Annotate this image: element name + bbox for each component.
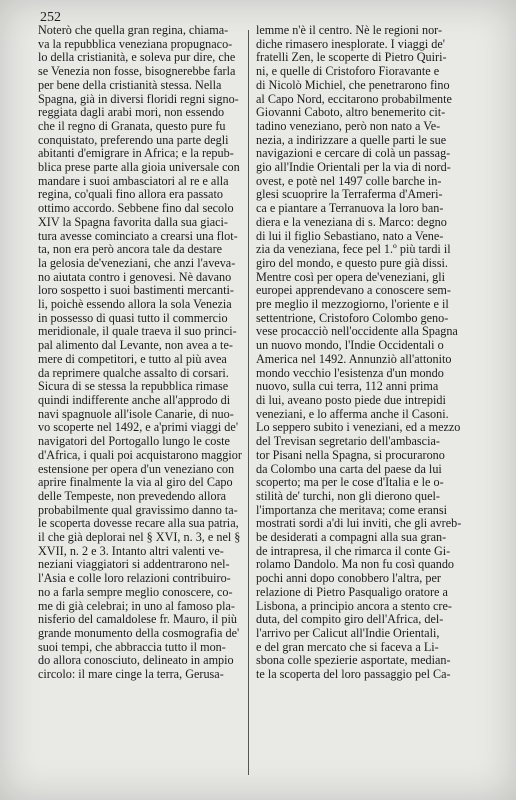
- text-line: Mentre così per opera de'veneziani, gli: [256, 270, 445, 284]
- text-line: XVII, n. 2 e 3. Intanto altri valenti ve-: [38, 544, 224, 558]
- text-line: quindi indifferente anche all'approdo di: [38, 393, 231, 407]
- text-line: XIV la Spagna favorita dalla sua giaci-: [38, 215, 228, 229]
- text-line: te la scoperta del loro passaggio pel Ca-: [256, 668, 451, 682]
- text-line: tadino veneziano, però non nato a Ve-: [256, 119, 441, 133]
- text-line: America nel 1492. Annunziò all'attonito: [256, 352, 452, 366]
- text-line: aprire finalmente la via al giro del Capo: [38, 476, 233, 490]
- text-line: regina, co'quali fino allora era passato: [38, 188, 223, 202]
- text-line: l'importanza che meritava; come eransi: [256, 503, 448, 517]
- text-line: di Nicolò Michiel, che penetrarono fino: [256, 78, 450, 92]
- text-line: lo della cristianità, e soleva pur dire, che: [38, 51, 236, 65]
- text-line: settentrione, Cristoforo Colombo geno-: [256, 311, 449, 325]
- text-line: suoi tempi, che abbraccia tutto il mon-: [38, 640, 226, 654]
- text-line: tor Pisani nella Spagna, si procurarono: [256, 448, 445, 462]
- column-divider: [248, 30, 249, 775]
- text-line: reggiata dagli arabi mori, non essendo: [38, 106, 225, 120]
- text-line: be desiderati a compagni alla sua gran-: [256, 531, 447, 545]
- text-line: mostrati sordi a'di lui inviti, che gli avreb-: [256, 517, 462, 531]
- text-line: Noterò che quella gran regina, chiama-: [38, 24, 229, 37]
- text-line: vese procacciò nell'occidente alla Spagna: [256, 325, 458, 339]
- text-line: le scoperta dovesse recare alla sua patria,: [38, 517, 239, 531]
- text-line: grande monumento della cosmografia de': [38, 626, 240, 640]
- text-line: navi spagnuole all'isole Canarie, di nuo-: [38, 407, 234, 421]
- text-line: estensione per opera d'un veneziano con: [38, 462, 235, 476]
- text-line: ca e piantare a Terranuova la loro ban-: [256, 202, 444, 216]
- text-line: di lui il figlio Sebastiano, nato a Vene-: [256, 229, 444, 243]
- text-line: conquistato, preferendo una parte degli: [38, 133, 229, 147]
- text-line: circolo: il mare cinge la terra, Gerusa-: [38, 668, 224, 682]
- text-line: diera e la veneziana di s. Marco: degno: [256, 215, 447, 229]
- page-number: 252: [40, 10, 61, 25]
- text-line: da Colombo una carta del paese da lui: [256, 462, 442, 476]
- text-line: de intrapresa, il che rimarca il conte Gi-: [256, 544, 451, 558]
- text-line: relazione di Pietro Pasqualigo oratore a: [256, 585, 448, 599]
- text-line: no aiutata contro i genovesi. Nè davano: [38, 270, 232, 284]
- text-line: sbona colle spezierie asportate, median-: [256, 654, 451, 668]
- text-line: d'Africa, i quali poi acquistarono maggior: [38, 448, 242, 462]
- text-line: ni, e quelle di Cristoforo Fioravante e: [256, 65, 440, 79]
- text-line: delle Tempeste, non prevedendo allora: [38, 489, 227, 503]
- text-line: duta, del compito giro dell'Africa, del-: [256, 613, 444, 627]
- text-line: il che già deplorai nel § XVI, n. 3, e nel §: [38, 531, 241, 545]
- text-line: pal alimento dal Levante, non avea a te-: [38, 339, 233, 353]
- text-line: Spagna, già in diversi floridi regni signo-: [38, 92, 239, 106]
- text-line: li, poichè essendo allora la sola Venezia: [38, 298, 232, 312]
- text-line: Sicura di se stessa la repubblica rimase: [38, 380, 229, 394]
- text-line: veneziani, e lo afferma anche il Casoni.: [256, 407, 449, 421]
- text-line: ovest, e potè nel 1497 colle barche in-: [256, 174, 442, 188]
- text-line: Lisbona, a principio ancora a stento cre-: [256, 599, 452, 613]
- text-line: ta, non era però ancora tale da destare: [38, 243, 223, 257]
- text-line: che il regno di Granata, questo pure fu: [38, 119, 226, 133]
- text-line: di lui, aveano posto piede due intrepidi: [256, 393, 446, 407]
- text-line: la gelosia de'veneziani, che anzi l'aveva-: [38, 256, 236, 270]
- text-line: del Trevisan segretario dell'ambascia-: [256, 435, 440, 449]
- text-line: nezia, a indirizzare a quelle parti le sue: [256, 133, 447, 147]
- text-line: loro sospetto i suoi bastimenti mercanti-: [38, 284, 234, 298]
- text-line: rolamo Dandolo. Ma non fu così quando: [256, 558, 455, 572]
- text-line: Lo seppero subito i veneziani, ed a mezzo: [256, 421, 461, 435]
- text-line: l'Asia e colle loro relazioni contribuiro-: [38, 572, 231, 586]
- text-line: do allora conosciuto, delineato in ampio: [38, 654, 234, 668]
- text-line: navigazioni e cercare di colà un passag-: [256, 147, 451, 161]
- text-line: stilità de' turchi, non gli dierono quel-: [256, 489, 440, 503]
- right-text-column: [256, 24, 468, 682]
- left-text-column: [38, 24, 244, 682]
- text-line: abitanti d'emigrare in Africa; e la repub-: [38, 147, 234, 161]
- text-line: va la repubblica veneziana propugnaco-: [38, 37, 233, 51]
- text-line: scoperto; ma per le cose d'Italia e le o-: [256, 476, 444, 490]
- text-line: neziani viaggiatori si addentrarono nel-: [38, 558, 230, 572]
- text-line: navigatori del Portogallo lungo le coste: [38, 435, 230, 449]
- text-line: e del gran mercato che si faceva a Li-: [256, 640, 439, 654]
- text-line: fratelli Zen, le scoperte di Pietro Quiri-: [256, 51, 447, 65]
- text-line: no a farla sempre meglio conoscere, co-: [38, 585, 233, 599]
- text-line: zia da veneziana, fece pel 1.º più tardi il: [256, 243, 451, 257]
- text-line: pochi anni dopo conobbero l'altra, per: [256, 572, 441, 586]
- text-line: diche rimasero inesplorate. I viaggi de': [256, 37, 446, 51]
- text-line: vo scoperte nel 1492, e a'primi viaggi de': [38, 421, 239, 435]
- text-line: Giovanni Caboto, altro benemerito cit-: [256, 106, 446, 120]
- text-line: giro del mondo, e questo pure già dissi.: [256, 256, 448, 270]
- text-line: glesi scuoprire la Terraferma d'Ameri-: [256, 188, 443, 202]
- text-line: probabilmente qual gravissimo danno ta-: [38, 503, 238, 517]
- text-line: me di già celebrai; in uno al famoso pla-: [38, 599, 235, 613]
- text-line: se Venezia non fosse, bisognerebbe farla: [38, 65, 236, 79]
- text-line: nuovo, sulla cui terra, 112 anni prima: [256, 380, 439, 394]
- text-line: pre meglio il mezzogiorno, l'oriente e il: [256, 298, 449, 312]
- text-line: nisferio del camaldolese fr. Mauro, il più: [38, 613, 238, 627]
- text-line: meridionale, il quale traeva il suo princi-: [38, 325, 237, 339]
- text-line: ottimo accordo. Sebbene fino dal secolo: [38, 202, 234, 216]
- text-line: tura avesse cominciato a crearsi una flot-: [38, 229, 238, 243]
- text-line: europei apprendevano a conoscere sem-: [256, 284, 451, 298]
- text-line: al Capo Nord, eccitarono probabilmente: [256, 92, 452, 106]
- text-line: mandare i suoi ambasciatori al re e alla: [38, 174, 229, 188]
- text-line: da reprimere qualche assalto di corsari.: [38, 366, 229, 380]
- text-line: gio all'Indie Orientali per la via di nord-: [256, 161, 451, 175]
- text-line: mere di competitori, e tutto al più avea: [38, 352, 227, 366]
- text-line: per bene della cristianità stessa. Nella: [38, 78, 222, 92]
- text-line: mondo vecchio l'esistenza d'un mondo: [256, 366, 444, 380]
- text-line: in possesso di quasi tutto il commercio: [38, 311, 228, 325]
- text-line: un nuovo mondo, l'Indie Occidentali o: [256, 339, 444, 353]
- text-line: l'arrivo per Calicut all'Indie Orientali,: [256, 626, 440, 640]
- text-line: lemme n'è il centro. Nè le regioni nor-: [256, 24, 443, 37]
- text-line: blica prese parte alla gioia universale con: [38, 161, 240, 175]
